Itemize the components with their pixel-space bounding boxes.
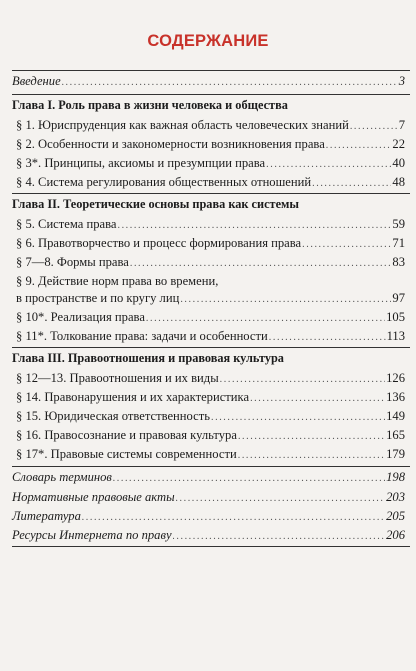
- toc-label: § 6. Правотворчество и процесс формирования права: [16, 236, 302, 250]
- leader-dots: [117, 217, 391, 234]
- toc-label: § 14. Правонарушения и их характеристика: [16, 390, 250, 404]
- toc-entry: [16, 216, 405, 233]
- toc-label: Введение: [12, 74, 61, 88]
- leader-dots: [130, 255, 392, 272]
- toc-entry-appendix: [12, 469, 405, 486]
- toc-entry-appendix: [12, 527, 405, 544]
- leader-dots: [176, 490, 385, 507]
- toc-page: 179: [386, 447, 405, 461]
- toc-label: § 2. Особенности и закономерности возникновения права: [16, 137, 325, 151]
- toc-page: 40: [392, 156, 405, 170]
- toc-label: § 9. Действие норм права во времени,: [16, 274, 219, 288]
- toc-label: Ресурсы Интернета по праву: [12, 528, 172, 542]
- top-rule: [12, 70, 410, 71]
- toc-label-continuation: в пространстве и по кругу лиц: [16, 291, 180, 305]
- toc-entry: [16, 290, 405, 307]
- toc-page: 165: [386, 428, 405, 442]
- toc-page: 71: [392, 236, 405, 250]
- divider-rule: [12, 94, 410, 95]
- toc-entry: [16, 328, 405, 345]
- leader-dots: [326, 137, 392, 154]
- chapter-heading: Глава II. Теоретические основы права как системы: [12, 197, 300, 211]
- toc-label: Нормативные правовые акты: [12, 490, 175, 504]
- toc-page: 149: [386, 409, 405, 423]
- toc-page: 205: [386, 509, 405, 523]
- leader-dots: [350, 118, 398, 135]
- toc-page: 113: [386, 329, 405, 343]
- chapter-heading: Глава I. Роль права в жизни человека и общества: [12, 98, 288, 112]
- toc-label: § 17*. Правовые системы современности: [16, 447, 237, 461]
- toc-entry-intro: [12, 73, 405, 90]
- toc-entry: [16, 174, 405, 191]
- toc-label: Словарь терминов: [12, 470, 112, 484]
- leader-dots: [113, 470, 385, 487]
- toc-page: 97: [392, 291, 405, 305]
- toc-page: 83: [392, 255, 405, 269]
- leader-dots: [220, 371, 385, 388]
- toc-entry: [16, 408, 405, 425]
- toc-entry: [16, 309, 405, 326]
- leader-dots: [266, 156, 391, 173]
- toc-entry: [16, 235, 405, 252]
- toc-label: § 7—8. Формы права: [16, 255, 129, 269]
- toc-label: § 5. Система права: [16, 217, 117, 231]
- toc-label: § 16. Правосознание и правовая культура: [16, 428, 237, 442]
- leader-dots: [238, 428, 385, 445]
- toc-page: 22: [392, 137, 405, 151]
- toc-label: § 12—13. Правоотношения и их виды: [16, 371, 219, 385]
- divider-rule: [12, 347, 410, 348]
- toc-page: 203: [386, 490, 405, 504]
- toc-label: § 15. Юридическая ответственность: [16, 409, 210, 423]
- leader-dots: [238, 447, 385, 464]
- bottom-rule: [12, 546, 410, 547]
- toc-page: 126: [386, 371, 405, 385]
- leader-dots: [302, 236, 391, 253]
- toc-entry: [16, 370, 405, 387]
- toc-label: Литература: [12, 509, 81, 523]
- leader-dots: [211, 409, 385, 426]
- toc-entry: [16, 136, 405, 153]
- toc-label: § 4. Система регулирования общественных отношений: [16, 175, 312, 189]
- toc-label: § 11*. Толкование права: задачи и особенности: [16, 329, 268, 343]
- toc-page: 7: [398, 118, 405, 132]
- leader-dots: [180, 291, 391, 308]
- toc-page: 59: [392, 217, 405, 231]
- toc-entry: [16, 446, 405, 463]
- toc-entry: [16, 254, 405, 271]
- toc-entry: [16, 155, 405, 172]
- divider-rule: [12, 193, 410, 194]
- leader-dots: [82, 509, 385, 526]
- toc-page: 48: [392, 175, 405, 189]
- leader-dots: [312, 175, 391, 192]
- leader-dots: [62, 74, 398, 91]
- leader-dots: [250, 390, 385, 407]
- toc-label: § 10*. Реализация права: [16, 310, 145, 324]
- toc-entry: [16, 389, 405, 406]
- divider-rule: [12, 466, 410, 467]
- toc-page: 105: [386, 310, 405, 324]
- leader-dots: [146, 310, 385, 327]
- toc-entry-appendix: [12, 508, 405, 525]
- toc-entry-appendix: [12, 489, 405, 506]
- toc-entry: [16, 427, 405, 444]
- toc-label: § 3*. Принципы, аксиомы и презумпции права: [16, 156, 266, 170]
- chapter-heading: Глава III. Правоотношения и правовая культура: [12, 351, 284, 365]
- leader-dots: [269, 329, 386, 346]
- leader-dots: [173, 528, 386, 545]
- toc-page: 3: [398, 74, 405, 88]
- toc-page: 206: [386, 528, 405, 542]
- toc-entry: [16, 117, 405, 134]
- toc-label: § 1. Юриспруденция как важная область человеческих знаний: [16, 118, 349, 132]
- toc-page: 198: [386, 470, 405, 484]
- toc-page: 136: [386, 390, 405, 404]
- page-title: СОДЕРЖАНИЕ: [147, 32, 269, 50]
